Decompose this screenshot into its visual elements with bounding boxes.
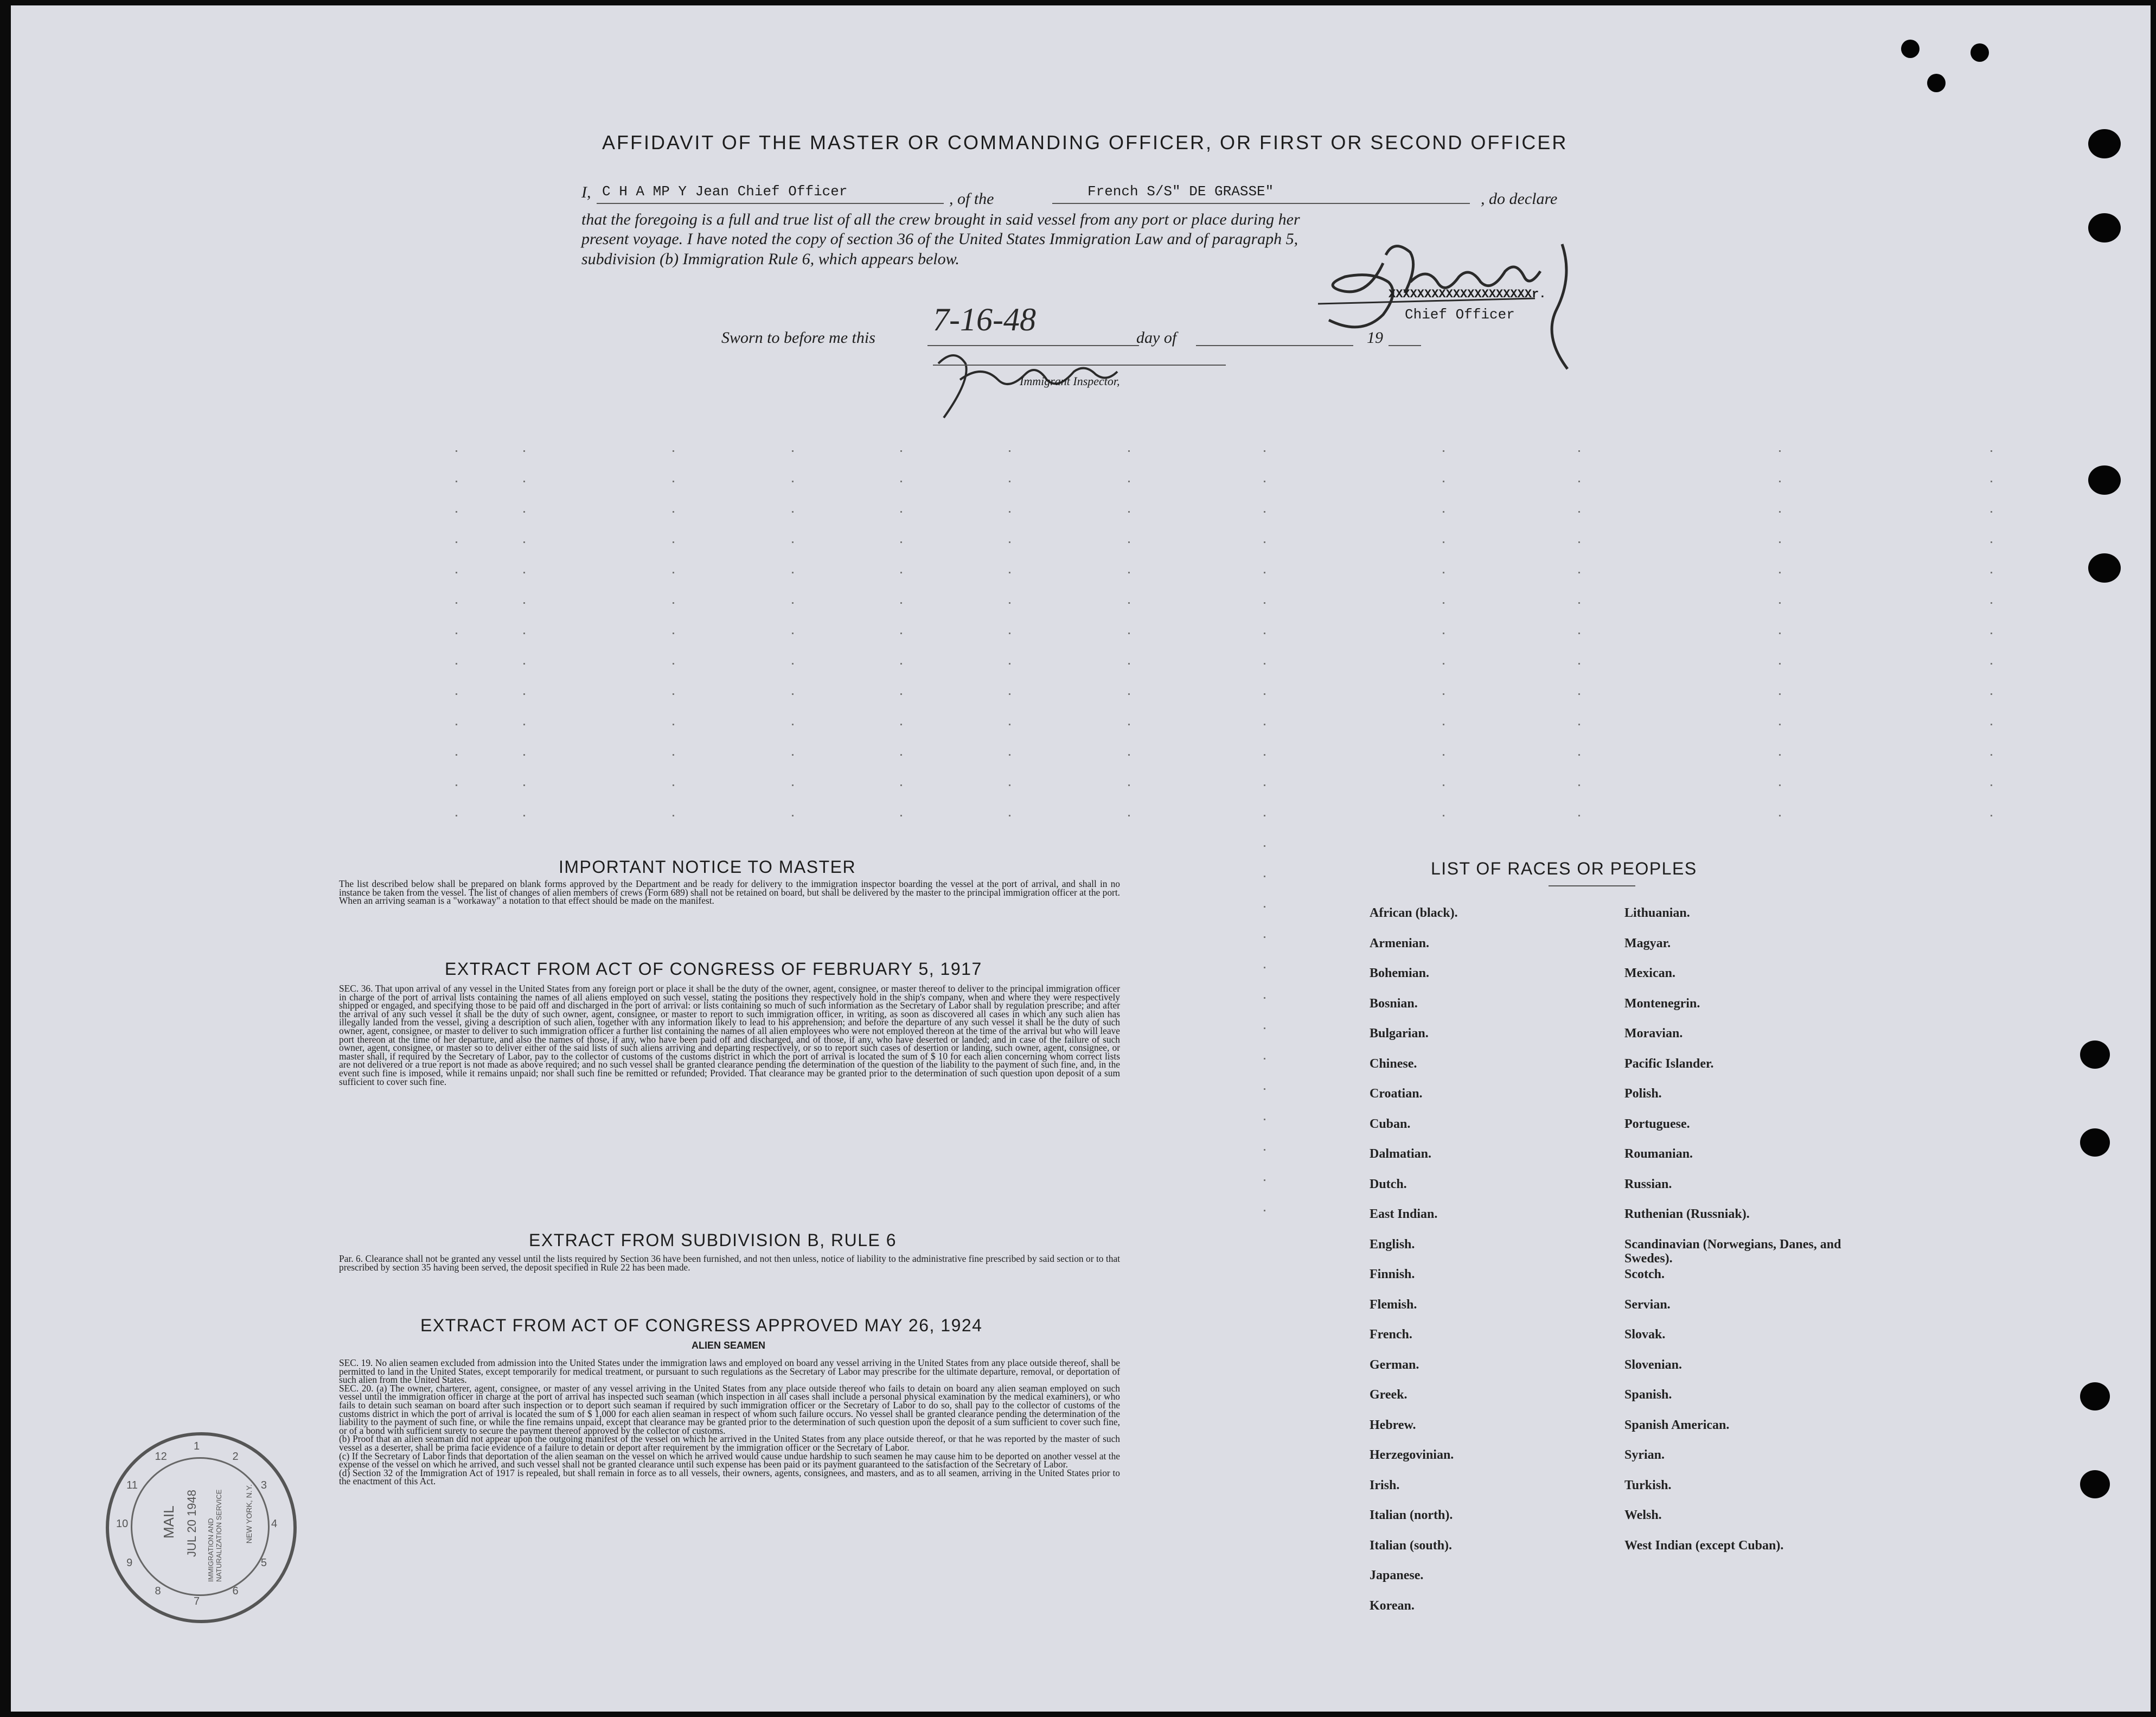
extract-1924-subtitle: ALIEN SEAMEN bbox=[692, 1340, 766, 1351]
race-item: Lithuanian. bbox=[1624, 906, 1690, 920]
guide-dot bbox=[1578, 784, 1580, 786]
guide-dot bbox=[673, 541, 674, 543]
guide-dot bbox=[1264, 1149, 1265, 1151]
guide-dot bbox=[1443, 572, 1444, 573]
guide-dot bbox=[1991, 815, 1992, 816]
guide-dot bbox=[456, 724, 457, 725]
race-item: Korean. bbox=[1370, 1598, 1415, 1613]
guide-dot bbox=[1779, 724, 1781, 725]
guide-dot bbox=[1443, 663, 1444, 665]
race-item: Slovak. bbox=[1624, 1327, 1666, 1342]
guide-dot bbox=[1264, 541, 1265, 543]
race-item: Magyar. bbox=[1624, 936, 1671, 950]
races-title: LIST OF RACES OR PEOPLES bbox=[1431, 859, 1697, 878]
guide-dot bbox=[1009, 784, 1010, 786]
stamp-ring-number: 5 bbox=[260, 1556, 267, 1569]
do-declare-label: , do declare bbox=[1481, 190, 1558, 208]
guide-dot bbox=[1264, 1058, 1265, 1059]
guide-dot bbox=[1578, 511, 1580, 513]
race-item: Italian (south). bbox=[1370, 1538, 1453, 1553]
guide-dot bbox=[673, 481, 674, 482]
guide-dot bbox=[673, 602, 674, 604]
guide-dot bbox=[456, 602, 457, 604]
guide-dot bbox=[1264, 906, 1265, 908]
guide-dot bbox=[900, 602, 902, 604]
guide-dot bbox=[1443, 693, 1444, 695]
guide-dot bbox=[1779, 754, 1781, 756]
guide-dot bbox=[900, 754, 902, 756]
guide-dot bbox=[900, 481, 902, 482]
guide-dot bbox=[1443, 481, 1444, 482]
guide-dot bbox=[1128, 663, 1130, 665]
guide-dot bbox=[1578, 602, 1580, 604]
extract-1917-body: SEC. 36. That upon arrival of any vessel in the United States from any foreign port or place it shall be the duty of the owner, agent, consignee, or master thereof to deliver to the principal immigration officer in charge of the port of arrival lists containing the names of all aliens employed on such vessel, stating the positions they respectively hold in the ship's company, when and where they were respectively shipped or engaged, and specifying those to be paid off and discharged in the port of arrival: or lists containing so much of such information as the Secretary of Labor shall by regulation prescribe; and after the arrival of any such vessel it shall be the duty of such owner, agent, consignee, or master to report to such immigration officer, in writing, as soon as discovered all cases in which any such alien has illegally landed from the vessel, giving a description of such alien, together with any information likely to lead to his apprehension; and before the departure of any such vessel it shall be the duty of such owner, agent, consignee, or master to deliver to such immigration officer a further list containing the names of all alien employees who were not employed thereon at the time of the arrival but who will leave port thereon at the time of her departure, and also the names of those, if any, who have been paid off and discharged, and of those, if any, who have deserted or landed; and in case of the failure of such owner, agent, consignee, or master so to deliver either of the said lists of such aliens arriving and departing respectively, or so to report such cases of desertion or landing, such owner, agent, consignee, or master shall, if required by the Secretary of Labor, pay to the collector of customs of the customs district in which the port of arrival is located the sum of $ 10 for each alien concerning whom correct lists are not delivered or a true report is not made as above required; and no such vessel shall be granted clearance pending the determination of the question of the liability to the payment of such fine, and, in the event such fine is imposed, while it remains unpaid; nor shall such fine be remitted or refunded; Provided. That clearance may be granted prior to the determination of such question upon deposit of a sum sufficient to cover such fine. bbox=[339, 983, 1120, 1087]
races-title-underline bbox=[1549, 885, 1635, 886]
guide-dot bbox=[1128, 511, 1130, 513]
stamp-ring-number: 9 bbox=[126, 1556, 133, 1569]
race-item: Chinese. bbox=[1370, 1056, 1417, 1071]
guide-dot bbox=[792, 663, 794, 665]
guide-dot bbox=[523, 541, 525, 543]
extract-rule6-body: Par. 6. Clearance shall not be granted any vessel until the lists required by Section 36 have been furnished, and not then unless, notice of liability to the administrative fine prescribed by said section or to that prescribed by section 35 having been served, the deposit specified in Rule 22 has been made. bbox=[339, 1253, 1120, 1273]
guide-dot bbox=[1578, 724, 1580, 725]
day-of-label: day of bbox=[1136, 329, 1177, 347]
guide-dot bbox=[1578, 572, 1580, 573]
race-item: Finnish. bbox=[1370, 1267, 1415, 1281]
guide-dot bbox=[1991, 784, 1992, 786]
guide-dot bbox=[1009, 693, 1010, 695]
guide-dot bbox=[1443, 724, 1444, 725]
guide-dot bbox=[523, 663, 525, 665]
guide-dot bbox=[1009, 754, 1010, 756]
sec-20b-text: (b) Proof that an alien seaman did not appear upon the outgoing manifest of the vessel on which he arrived in the United States from any place outside thereof, or that he was reported by the master of such vessel as a deserter, shall be prima facie evidence of a failure to detain or deport after requirement by the immigration officer or the Secretary of Labor. bbox=[339, 1433, 1120, 1453]
race-item: Bosnian. bbox=[1370, 996, 1418, 1011]
guide-dot bbox=[1264, 997, 1265, 999]
guide-dot bbox=[1264, 1027, 1265, 1029]
guide-dot bbox=[900, 450, 902, 452]
stamp-ring-number: 2 bbox=[232, 1451, 239, 1463]
guide-dot bbox=[900, 541, 902, 543]
guide-dot bbox=[523, 815, 525, 816]
race-item: Hebrew. bbox=[1370, 1418, 1416, 1432]
guide-dot bbox=[1264, 815, 1265, 816]
stamp-ring-number: 3 bbox=[260, 1479, 267, 1491]
sec-20d-text: (d) Section 32 of the Immigration Act of 1917 is repealed, but shall remain in force as to all vessels, their owners, agents, consignees, and masters, and as to all seamen, arriving in the United States prior to the enactment of this Act. bbox=[339, 1467, 1120, 1487]
guide-dot bbox=[1264, 1210, 1265, 1211]
guide-dot bbox=[456, 663, 457, 665]
guide-dot bbox=[1991, 724, 1992, 725]
guide-dot bbox=[792, 602, 794, 604]
guide-dot bbox=[1578, 450, 1580, 452]
guide-dot bbox=[792, 541, 794, 543]
guide-dot bbox=[1264, 845, 1265, 847]
guide-dot bbox=[523, 784, 525, 786]
guide-dot bbox=[792, 633, 794, 634]
guide-dot bbox=[792, 815, 794, 816]
guide-dot bbox=[1128, 633, 1130, 634]
extract-1917-title: EXTRACT FROM ACT OF CONGRESS OF FEBRUARY 5, 1917 bbox=[445, 959, 982, 979]
signature-typed-strike: XXXXXXXXXXXXXXXXXXXXr. bbox=[1389, 288, 1546, 301]
affidavit-line-4: subdivision (b) Immigration Rule 6, which appears below. bbox=[581, 250, 959, 268]
race-item: Dutch. bbox=[1370, 1177, 1407, 1191]
guide-dot bbox=[1443, 754, 1444, 756]
guide-dot bbox=[1443, 511, 1444, 513]
year-prefix: 19 bbox=[1367, 329, 1383, 347]
guide-dot bbox=[1128, 784, 1130, 786]
guide-dot bbox=[792, 724, 794, 725]
race-item: Spanish. bbox=[1624, 1388, 1672, 1402]
guide-dot bbox=[673, 511, 674, 513]
guide-dot bbox=[792, 481, 794, 482]
stamp-mail: MAIL bbox=[161, 1505, 177, 1539]
guide-dot bbox=[673, 572, 674, 573]
guide-dot bbox=[1128, 602, 1130, 604]
guide-dot bbox=[1779, 602, 1781, 604]
guide-dot bbox=[792, 693, 794, 695]
guide-dot bbox=[1009, 724, 1010, 725]
guide-dot bbox=[1779, 541, 1781, 543]
race-item: Italian (north). bbox=[1370, 1508, 1453, 1522]
guide-dot bbox=[1779, 572, 1781, 573]
stamp-ring-number: 4 bbox=[271, 1518, 278, 1530]
race-item: Portuguese. bbox=[1624, 1116, 1690, 1131]
guide-dot bbox=[523, 754, 525, 756]
guide-dot bbox=[1443, 815, 1444, 816]
guide-dot bbox=[1264, 693, 1265, 695]
inspector-label: Immigrant Inspector, bbox=[1020, 374, 1120, 388]
guide-dot bbox=[1578, 754, 1580, 756]
guide-dot bbox=[1991, 633, 1992, 634]
guide-dot bbox=[900, 572, 902, 573]
race-item: Syrian. bbox=[1624, 1448, 1665, 1462]
guide-dot bbox=[900, 633, 902, 634]
guide-dot bbox=[1128, 724, 1130, 725]
race-item: English. bbox=[1370, 1237, 1415, 1252]
guide-dot bbox=[1128, 693, 1130, 695]
guide-dot bbox=[673, 450, 674, 452]
guide-dot bbox=[673, 815, 674, 816]
guide-dot bbox=[673, 663, 674, 665]
sec-20c-text: (c) If the Secretary of Labor finds that deportation of the alien seaman on the vessel on which he arrived would cause undue hardship to such seamen he may cause him to be deported on another vessel at the expense of the vessel on which he arrived, and such vessel shall not be granted clearance until such expense has been paid or its payment guaranteed to the satisfaction of the Secretary of Labor. bbox=[339, 1450, 1120, 1470]
guide-dot bbox=[1991, 754, 1992, 756]
guide-dot bbox=[1009, 511, 1010, 513]
guide-dot bbox=[1443, 450, 1444, 452]
guide-dot bbox=[900, 663, 902, 665]
guide-dot bbox=[1009, 572, 1010, 573]
guide-dot bbox=[523, 450, 525, 452]
sec-19-text: SEC. 19. No alien seamen excluded from admission into the United States under the immigration laws and employed on board any vessel arriving in the United States from any place outside thereof, shall be permitted to land in the United States, except temporarily for medical treatment, or pursuant to such regulations as the Secretary of Labor may prescribe for the ultimate departure, removal, or deportation of such alien from the United States. bbox=[339, 1357, 1120, 1386]
of-the-label: , of the bbox=[949, 190, 994, 208]
stamp-ring-number: 8 bbox=[155, 1585, 161, 1597]
guide-dot bbox=[1779, 481, 1781, 482]
race-item: Greek. bbox=[1370, 1388, 1408, 1402]
guide-dot bbox=[900, 511, 902, 513]
race-item: Scandinavian (Norwegians, Danes, and Swedes). bbox=[1624, 1237, 1841, 1266]
race-item: Montenegrin. bbox=[1624, 996, 1700, 1011]
guide-dot bbox=[1443, 541, 1444, 543]
race-item: Irish. bbox=[1370, 1478, 1400, 1492]
guide-dot bbox=[792, 511, 794, 513]
guide-dot bbox=[523, 602, 525, 604]
stamp-agency: IMMIGRATION AND NATURALIZATION SERVICE bbox=[207, 1489, 223, 1582]
guide-dot bbox=[1443, 784, 1444, 786]
notice-title: IMPORTANT NOTICE TO MASTER bbox=[559, 857, 856, 877]
guide-dot bbox=[792, 784, 794, 786]
race-item: Turkish. bbox=[1624, 1478, 1672, 1492]
race-item: East Indian. bbox=[1370, 1207, 1438, 1221]
guide-dot bbox=[1264, 1179, 1265, 1181]
guide-dot bbox=[1009, 541, 1010, 543]
race-item: Spanish American. bbox=[1624, 1418, 1730, 1432]
affidavit-title: AFFIDAVIT OF THE MASTER OR COMMANDING OFFICER, OR FIRST OR SECOND OFFICER bbox=[602, 131, 1568, 154]
guide-dot bbox=[1443, 602, 1444, 604]
guide-dot bbox=[1578, 481, 1580, 482]
guide-dot bbox=[456, 572, 457, 573]
race-item: Slovenian. bbox=[1624, 1357, 1682, 1372]
stamp-ring-number: 7 bbox=[194, 1595, 200, 1607]
stamp-ring-number: 12 bbox=[155, 1451, 167, 1463]
guide-dot bbox=[456, 633, 457, 634]
stamp-city: NEW YORK, N.Y. bbox=[245, 1484, 253, 1544]
guide-dot bbox=[523, 511, 525, 513]
races-left-column bbox=[1370, 906, 1597, 1629]
guide-dot bbox=[1578, 541, 1580, 543]
race-item: Scotch. bbox=[1624, 1267, 1665, 1281]
race-item: Armenian. bbox=[1370, 936, 1429, 950]
guide-dot bbox=[1264, 572, 1265, 573]
guide-dot bbox=[523, 724, 525, 725]
guide-dot bbox=[1991, 541, 1992, 543]
race-item: West Indian (except Cuban). bbox=[1624, 1538, 1784, 1553]
guide-dot bbox=[1578, 693, 1580, 695]
affidavit-line-2: that the foregoing is a full and true list of all the crew brought in said vessel from any port or place during her bbox=[581, 210, 1300, 228]
stamp-ring-number: 6 bbox=[232, 1585, 239, 1597]
guide-dot bbox=[1779, 784, 1781, 786]
guide-dot bbox=[1779, 450, 1781, 452]
guide-dot bbox=[1264, 1088, 1265, 1090]
guide-dot bbox=[1128, 541, 1130, 543]
race-item: Servian. bbox=[1624, 1297, 1671, 1312]
guide-dot bbox=[792, 572, 794, 573]
guide-dot bbox=[1009, 815, 1010, 816]
guide-dot bbox=[1578, 815, 1580, 816]
guide-dot bbox=[1009, 481, 1010, 482]
extract-rule6-title: EXTRACT FROM SUBDIVISION B, RULE 6 bbox=[529, 1230, 897, 1250]
guide-dot bbox=[1264, 724, 1265, 725]
guide-dot bbox=[673, 724, 674, 725]
guide-dot bbox=[1991, 481, 1992, 482]
guide-dot bbox=[1991, 511, 1992, 513]
sworn-label: Sworn to before me this bbox=[721, 329, 875, 347]
guide-dot bbox=[523, 693, 525, 695]
guide-dot bbox=[1264, 754, 1265, 756]
races-right-column bbox=[1624, 906, 1841, 1568]
guide-dot bbox=[673, 784, 674, 786]
guide-dot bbox=[1779, 663, 1781, 665]
guide-dot bbox=[1991, 450, 1992, 452]
guide-dot bbox=[1128, 815, 1130, 816]
race-item: German. bbox=[1370, 1357, 1419, 1372]
race-item: Cuban. bbox=[1370, 1116, 1411, 1131]
guide-dot bbox=[1264, 784, 1265, 786]
extract-1924-title: EXTRACT FROM ACT OF CONGRESS APPROVED MAY 26, 1924 bbox=[420, 1316, 983, 1335]
race-item: Japanese. bbox=[1370, 1568, 1424, 1582]
guide-dot bbox=[1009, 602, 1010, 604]
guide-dot bbox=[1128, 481, 1130, 482]
race-item: Pacific Islander. bbox=[1624, 1056, 1714, 1071]
stamp-ring-number: 1 bbox=[194, 1440, 200, 1452]
extract-1924-body bbox=[339, 1359, 1120, 1486]
notice-body: The list described below shall be prepared on blank forms approved by the Department and be ready for delivery to the immigration inspector boarding the vessel at the port of arrival, and shall in no instance be taken from the vessel. The list of changes of alien members of crews (Form 689) shall not be retained on board, but shall be delivered by the master to the principal immigration officer at the port. When an arriving seaman is a "workaway" a notation to that effect should be made on the manifest. bbox=[339, 878, 1120, 907]
guide-dot bbox=[523, 481, 525, 482]
signature-title: Chief Officer bbox=[1405, 307, 1515, 323]
guide-dot bbox=[456, 754, 457, 756]
guide-dot bbox=[1443, 633, 1444, 634]
affidavit-line-3: present voyage. I have noted the copy of section 36 of the United States Immigration Law and of paragraph 5, bbox=[581, 230, 1298, 248]
sworn-date-handwritten: 7-16-48 bbox=[933, 302, 1036, 337]
race-item: Croatian. bbox=[1370, 1087, 1423, 1101]
guide-dot bbox=[1779, 633, 1781, 634]
guide-dot bbox=[1578, 663, 1580, 665]
guide-dot bbox=[1264, 511, 1265, 513]
guide-dot bbox=[1578, 633, 1580, 634]
guide-dot bbox=[1991, 693, 1992, 695]
guide-dot bbox=[1009, 450, 1010, 452]
guide-dot bbox=[456, 481, 457, 482]
guide-dot bbox=[1991, 663, 1992, 665]
guide-dot bbox=[456, 784, 457, 786]
guide-dot bbox=[1128, 754, 1130, 756]
guide-dot bbox=[456, 541, 457, 543]
race-item: African (black). bbox=[1370, 906, 1458, 920]
vessel-name-field: French S/S" DE GRASSE" bbox=[1087, 183, 1274, 200]
guide-dot bbox=[523, 572, 525, 573]
guide-dot bbox=[456, 693, 457, 695]
guide-dot bbox=[1779, 815, 1781, 816]
stamp-ring-number: 10 bbox=[116, 1518, 129, 1530]
guide-dot bbox=[456, 511, 457, 513]
race-item: French. bbox=[1370, 1327, 1412, 1342]
race-item: Welsh. bbox=[1624, 1508, 1662, 1522]
race-item: Bulgarian. bbox=[1370, 1026, 1429, 1041]
sec-20a-text: SEC. 20. (a) The owner, charterer, agent, consignee, or master of any vessel arriving in the United States from any place outside thereof who fails to detain on board any alien seaman employed on such vessel until the immigration officer in charge at the port of arrival has inspected such seaman (which inspection in all cases shall include a personal physical examination by the medical examiners), or who fails to detain such seaman on board after such inspection or to deport such seaman if required by such immigration officer or the Secretary of Labor to do so, shall pay to the collector of customs of the customs district in which the port of arrival is located the sum of $ 1,000 for each alien seaman in respect of whom such failure occurs. No vessel shall be granted clearance pending the determination of the liability to the payment of such fine, or while the fine remains unpaid, except that clearance may be granted prior to the determination of such question upon the deposit of a sum sufficient to cover such fine, or of a bond with sufficient surety to secure the payment thereof approved by the collector of customs. bbox=[339, 1382, 1120, 1436]
guide-dot bbox=[900, 784, 902, 786]
guide-dot bbox=[1009, 663, 1010, 665]
guide-dot bbox=[1264, 602, 1265, 604]
race-item: Dalmatian. bbox=[1370, 1147, 1431, 1161]
guide-dot bbox=[900, 724, 902, 725]
guide-dot bbox=[792, 450, 794, 452]
guide-dot bbox=[1264, 663, 1265, 665]
guide-dot bbox=[1264, 1119, 1265, 1120]
guide-dot bbox=[1991, 602, 1992, 604]
guide-dot bbox=[1264, 936, 1265, 938]
guide-dot bbox=[1264, 481, 1265, 482]
guide-dot bbox=[673, 633, 674, 634]
guide-dot bbox=[900, 815, 902, 816]
race-item: Ruthenian (Russniak). bbox=[1624, 1207, 1750, 1221]
race-item: Roumanian. bbox=[1624, 1147, 1693, 1161]
race-item: Moravian. bbox=[1624, 1026, 1683, 1041]
officer-name-field: C H A MP Y Jean Chief Officer bbox=[602, 183, 848, 200]
race-item: Flemish. bbox=[1370, 1297, 1417, 1312]
mail-date-stamp bbox=[106, 1432, 297, 1623]
race-item: Russian. bbox=[1624, 1177, 1672, 1191]
race-item: Mexican. bbox=[1624, 966, 1675, 980]
guide-dot bbox=[1991, 572, 1992, 573]
guide-dot bbox=[673, 754, 674, 756]
guide-dot bbox=[1779, 693, 1781, 695]
guide-dot bbox=[1128, 450, 1130, 452]
guide-dot bbox=[1264, 967, 1265, 968]
race-item: Bohemian. bbox=[1370, 966, 1430, 980]
manifest-page bbox=[11, 5, 2151, 1712]
guide-dot bbox=[792, 754, 794, 756]
guide-dot bbox=[1779, 511, 1781, 513]
race-item: Polish. bbox=[1624, 1087, 1662, 1101]
guide-dot bbox=[1128, 572, 1130, 573]
guide-dot bbox=[673, 693, 674, 695]
race-item: Herzegovinian. bbox=[1370, 1448, 1454, 1462]
guide-dot bbox=[1264, 450, 1265, 452]
stamp-ring-number: 11 bbox=[126, 1479, 138, 1491]
stamp-date: JUL 20 1948 bbox=[185, 1490, 199, 1557]
guide-dot bbox=[1009, 633, 1010, 634]
guide-dot bbox=[1264, 876, 1265, 877]
guide-dot bbox=[1264, 633, 1265, 634]
guide-dot bbox=[900, 693, 902, 695]
guide-dot bbox=[456, 450, 457, 452]
guide-dot bbox=[523, 633, 525, 634]
affidavit-intro: I, bbox=[581, 183, 591, 201]
guide-dot bbox=[456, 815, 457, 816]
